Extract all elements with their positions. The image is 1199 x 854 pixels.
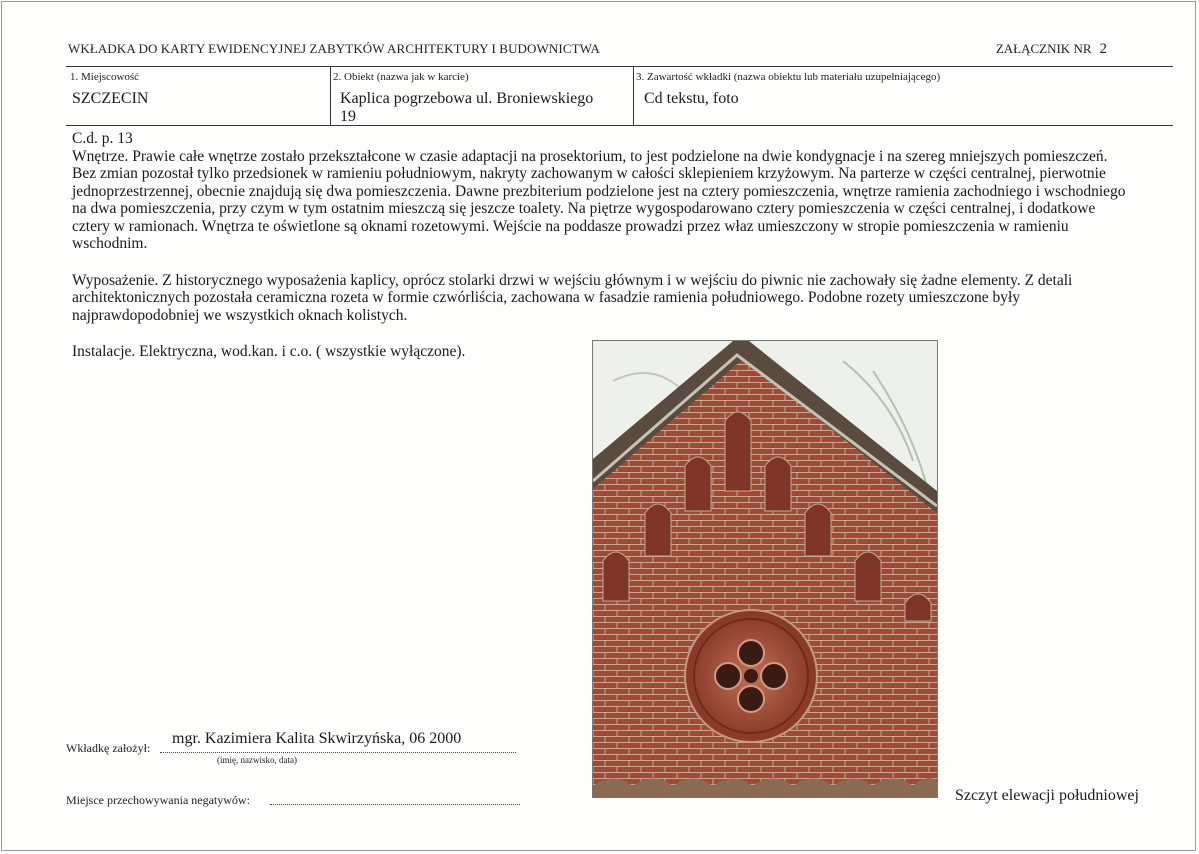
attachment-value: 2 [1099, 41, 1107, 57]
negatives-label: Miejsce przechowywania negatywów: [66, 793, 250, 807]
paragraph-interior: Wnętrze. Prawie całe wnętrze zostało przekształcone w czasie adaptacji na prosektorium, to jest podzielone na dwie kondygnacje i na szereg mniejszych pomieszczeń. Bez zmian pozostał tylko przedsionek w ramieniu południowym, nakryty zachowanym w całości sklepieniem krzyżowym. Na parterze w części centralnej, pierwotnie jednoprzestrzennej, obecnie znajdują się dwa pomieszczenia. Dawne prezbiterium podzielone jest na cztery pomieszczenia, wnętrze ramienia zachodniego i wschodniego na dwa pomieszczenia, przy czym w tym ostatnim mieszczą się jeszcze toalety. Na piętrze wygospodarowano cztery pomieszczenia w części centralnej, i dodatkowe cztery w ramionach. Wnętrza te oświetlone są oknami rozetowymi. Wejście na poddasze prowadzi przez właz umieszczony w stropie pomieszczenia w ramieniu wschodnim. [72, 147, 1126, 252]
form-title: WKŁADKA DO KARTY EWIDENCYJNEJ ZABYTKÓW ARCHITEKTURY I BUDOWNICTWA [68, 41, 601, 56]
description-text [72, 130, 1132, 361]
continuation-note: C.d. p. 13 [72, 130, 133, 147]
photo-caption: Szczyt elewacji południowej [955, 787, 1139, 804]
table-top-rule [66, 66, 1173, 67]
object-value-line1: Kaplica pogrzebowa ul. Broniewskiego [340, 90, 594, 107]
table-bottom-rule [66, 125, 1173, 126]
object-label: 2. Obiekt (nazwa jak w karcie) [333, 71, 469, 83]
table-divider-1 [330, 66, 331, 125]
table-divider-2 [633, 66, 634, 125]
compiler-sublabel: (imię, nazwisko, data) [217, 755, 297, 765]
compiler-dotted-line [160, 752, 516, 753]
attachment-label: ZAŁĄCZNIK NR [995, 41, 1092, 56]
negatives-dotted-line [270, 804, 520, 805]
contents-value: Cd tekstu, foto [644, 90, 739, 107]
compiler-value: mgr. Kazimiera Kalita Skwirzyńska, 06 2000 [172, 730, 462, 747]
locality-label: 1. Miejscowość [70, 71, 140, 83]
compiler-label: Wkładkę założył: [66, 741, 151, 755]
locality-value: SZCZECIN [72, 90, 149, 107]
object-value-line2: 19 [340, 108, 356, 125]
contents-label: 3. Zawartość wkładki (nazwa obiektu lub materiału uzupełniającego) [636, 71, 941, 83]
gable-photo [592, 340, 938, 798]
paragraph-installations: Instalacje. Elektryczna, wod.kan. i c.o. ( wszystkie wyłączone). [72, 343, 466, 360]
attachment-number [996, 41, 1107, 58]
paragraph-furnishing: Wyposażenie. Z historycznego wyposażenia kaplicy, oprócz stolarki drzwi w wejściu głównym i w wejściu do piwnic nie zachowały się żadne elementy. Z detali architektonicznych pozostała ceramiczna rozeta w formie czwórliścia, zachowana w fasadzie ramienia południowego. Podobne rozety umieszczone były najprawdopodobniej we wszystkich oknach kolistych. [72, 271, 1073, 324]
